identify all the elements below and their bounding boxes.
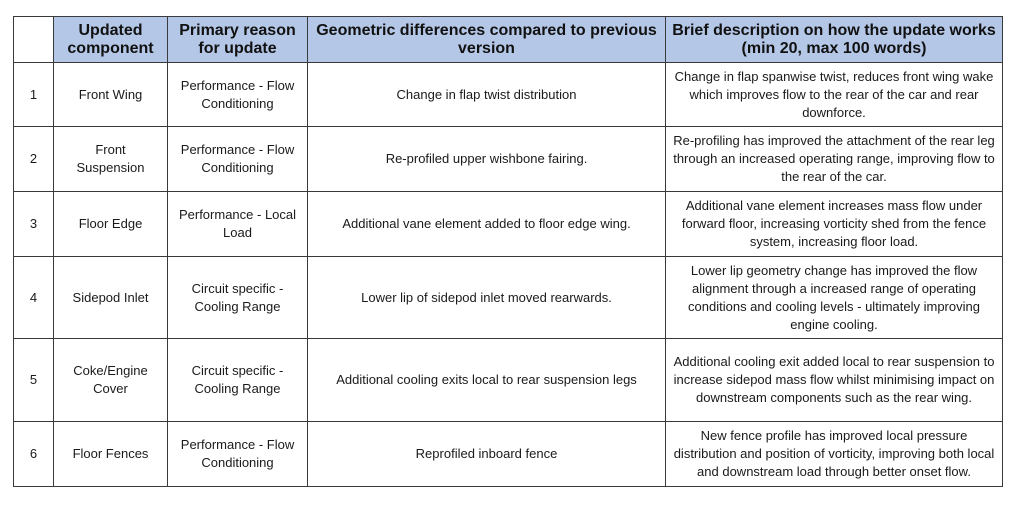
row-number: 5	[14, 339, 54, 422]
component-cell: Floor Fences	[54, 422, 168, 487]
header-cell-reason: Primary reason for update	[168, 17, 308, 63]
description-cell: Lower lip geometry change has improved the flow alignment through a increased range of operating conditions and cooling levels - ultimately improving engine cooling.	[666, 257, 1003, 339]
geometry-cell: Additional cooling exits local to rear suspension legs	[308, 339, 666, 422]
row-number: 6	[14, 422, 54, 487]
description-cell: Change in flap spanwise twist, reduces front wing wake which improves flow to the rear of the car and rear downforce.	[666, 63, 1003, 127]
table-row	[14, 257, 1003, 339]
table-header-row	[14, 17, 1003, 63]
reason-cell: Performance - Flow Conditioning	[168, 422, 308, 487]
component-cell: Sidepod Inlet	[54, 257, 168, 339]
header-cell-description: Brief description on how the update works (min 20, max 100 words)	[666, 17, 1003, 63]
header-cell-geometry: Geometric differences compared to previous version	[308, 17, 666, 63]
geometry-cell: Lower lip of sidepod inlet moved rearwards.	[308, 257, 666, 339]
row-number: 4	[14, 257, 54, 339]
row-number: 3	[14, 192, 54, 257]
row-number: 2	[14, 127, 54, 192]
table-row	[14, 127, 1003, 192]
reason-cell: Performance - Local Load	[168, 192, 308, 257]
description-cell: Additional vane element increases mass flow under forward floor, increasing vorticity shed from the fence system, increasing floor load.	[666, 192, 1003, 257]
update-components-table	[13, 16, 1003, 487]
table-row	[14, 339, 1003, 422]
row-number: 1	[14, 63, 54, 127]
reason-cell: Performance - Flow Conditioning	[168, 63, 308, 127]
reason-cell: Performance - Flow Conditioning	[168, 127, 308, 192]
component-cell: Floor Edge	[54, 192, 168, 257]
description-cell: New fence profile has improved local pressure distribution and position of vorticity, improving both local and downstream load through better onset flow.	[666, 422, 1003, 487]
header-cell-index	[14, 17, 54, 63]
geometry-cell: Reprofiled inboard fence	[308, 422, 666, 487]
component-cell: Coke/Engine Cover	[54, 339, 168, 422]
table-row	[14, 192, 1003, 257]
component-cell: Front Wing	[54, 63, 168, 127]
component-cell: Front Suspension	[54, 127, 168, 192]
reason-cell: Circuit specific - Cooling Range	[168, 257, 308, 339]
reason-cell: Circuit specific - Cooling Range	[168, 339, 308, 422]
geometry-cell: Additional vane element added to floor edge wing.	[308, 192, 666, 257]
header-cell-component: Updated component	[54, 17, 168, 63]
geometry-cell: Re-profiled upper wishbone fairing.	[308, 127, 666, 192]
geometry-cell: Change in flap twist distribution	[308, 63, 666, 127]
description-cell: Additional cooling exit added local to rear suspension to increase sidepod mass flow whilst minimising impact on downstream components such as the rear wing.	[666, 339, 1003, 422]
table-row	[14, 63, 1003, 127]
table-row	[14, 422, 1003, 487]
description-cell: Re-profiling has improved the attachment of the rear leg through an increased operating range, improving flow to the rear of the car.	[666, 127, 1003, 192]
